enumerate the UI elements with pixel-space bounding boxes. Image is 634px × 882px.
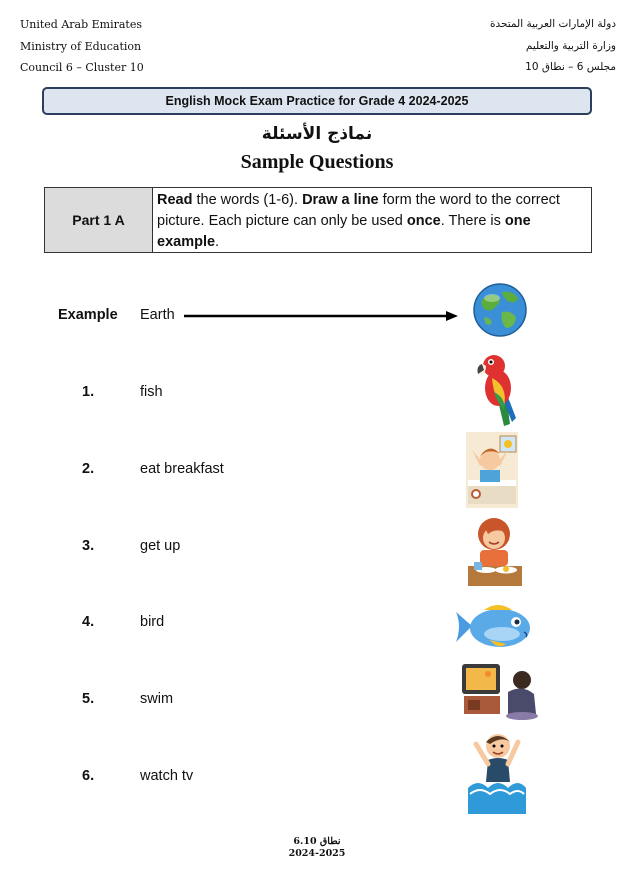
header-right	[490, 14, 616, 79]
header-country-arabic: دولة الإمارات العربية المتحدة	[489, 18, 616, 30]
header-council: Council 6 – Cluster 10	[20, 61, 144, 74]
boy-waking-up-icon	[466, 432, 518, 508]
row-number: 4.	[82, 614, 95, 630]
row-word: bird	[140, 614, 165, 630]
boy-swimming-icon	[468, 730, 526, 814]
row-number: 3.	[82, 538, 95, 554]
example-arrow	[180, 309, 460, 323]
fish-icon	[454, 602, 534, 652]
row-word: swim	[140, 691, 174, 707]
exam-banner: English Mock Exam Practice for Grade 4 2024-2025	[42, 87, 592, 115]
part-label: Part 1 A	[45, 188, 153, 252]
example-word: Earth	[140, 307, 175, 323]
earth-globe-icon	[472, 282, 528, 338]
instruction-segment: .	[215, 234, 220, 250]
row-word: watch tv	[140, 768, 194, 784]
parrot-icon	[474, 352, 524, 428]
footer	[0, 836, 634, 860]
instruction-segment: one example	[157, 213, 531, 250]
row-number: 2.	[82, 461, 95, 477]
instruction-segment: once	[406, 213, 441, 229]
header-country: United Arab Emirates	[20, 18, 143, 31]
header-ministry: Ministry of Education	[20, 39, 142, 53]
footer-cluster: نطاق 6.10	[293, 836, 341, 847]
header-left	[20, 14, 144, 79]
row-word: eat breakfast	[140, 461, 224, 477]
instruction-text	[153, 188, 591, 252]
arabic-title: نماذج الأسئلة	[261, 124, 373, 144]
footer-year: 2024-2025	[288, 848, 346, 859]
example-label: Example	[58, 307, 118, 323]
watching-tv-icon	[460, 662, 540, 720]
header-council-arabic: مجلس 6 – نطاق 10	[525, 61, 616, 73]
row-number: 6.	[82, 768, 95, 784]
instruction-segment: . There is	[440, 213, 505, 229]
instruction-segment: Read	[157, 192, 193, 208]
row-number: 5.	[82, 691, 95, 707]
row-word: fish	[140, 384, 163, 400]
row-word: get up	[140, 538, 181, 554]
instruction-segment: Draw a line	[302, 192, 379, 208]
header-ministry-arabic: وزارة التربية والتعليم	[525, 39, 616, 52]
instruction-table	[44, 187, 592, 253]
row-number: 1.	[82, 384, 95, 400]
instruction-segment: form the word to the correct picture. Each picture can only be used	[157, 192, 560, 229]
girl-eating-breakfast-icon	[466, 514, 524, 586]
sample-questions-title: Sample Questions	[240, 151, 394, 173]
instruction-segment: the words (1-6).	[192, 192, 303, 208]
